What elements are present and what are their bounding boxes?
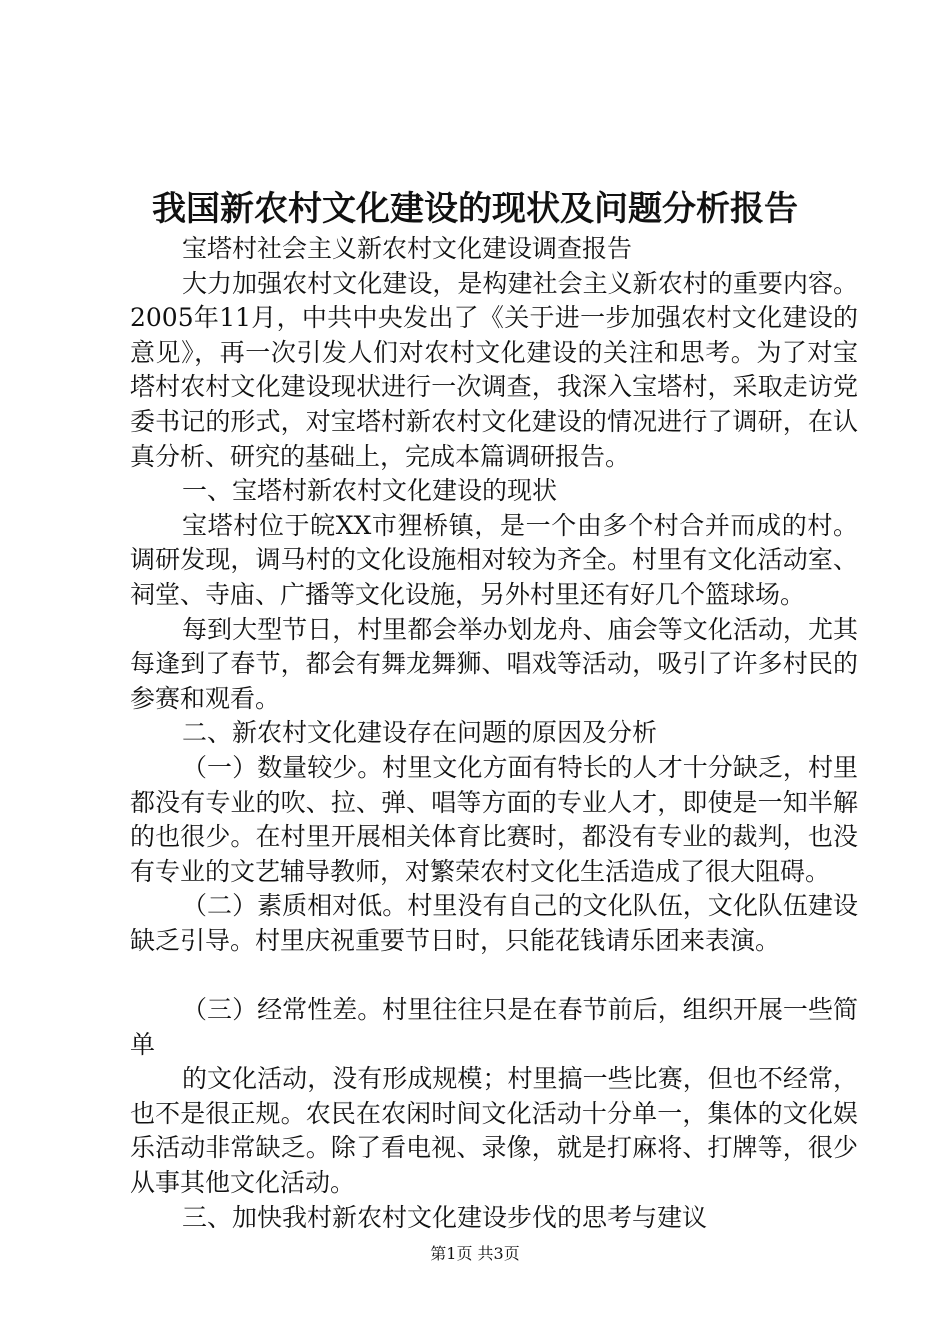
- page-number-footer: 第1页 共3页: [430, 1244, 520, 1263]
- blank-line: [130, 958, 858, 993]
- section-heading-3: 三、加快我村新农村文化建设步伐的思考与建议: [182, 1202, 708, 1232]
- document-title: 我国新农村文化建设的现状及问题分析报告: [152, 189, 798, 229]
- body-paragraph: （二）素质相对低。村里没有自己的文化队伍，文化队伍建设缺乏引导。村里庆祝重要节日时，只能花钱请乐团来表演。: [130, 891, 858, 955]
- body-paragraph: 宝塔村位于皖XX市狸桥镇，是一个由多个村合并而成的村。调研发现，调马村的文化设施相对较为齐全。村里有文化活动室、祠堂、寺庙、广播等文化设施，另外村里还有好几个篮球场。: [130, 510, 858, 609]
- intro-paragraph: 大力加强农村文化建设，是构建社会主义新农村的重要内容。2005年11月，中共中央发出了《关于进一步加强农村文化建设的意见》，再一次引发人们对农村文化建设的关注和思考。为了对宝塔村农村文化建设现状进行一次调查，我深入宝塔村，采取走访党委书记的形式，对宝塔村新农村文化建设的情况进行了调研，在认真分析、研究的基础上，完成本篇调研报告。: [130, 268, 858, 471]
- subtitle-paragraph: 宝塔村社会主义新农村文化建设调查报告: [182, 234, 633, 263]
- body-paragraph: （一）数量较少。村里文化方面有特长的人才十分缺乏，村里都没有专业的吹、拉、弹、唱等方面的专业人才，即使是一知半解的也很少。在村里开展相关体育比赛时，都没有专业的裁判，也没有专业的文艺辅导教师，对繁荣农村文化生活造成了很大阻碍。: [130, 752, 858, 886]
- section-heading-2: 二、新农村文化建设存在问题的原因及分析: [182, 718, 658, 748]
- body-paragraph: 每到大型节日，村里都会举办划龙舟、庙会等文化活动，尤其每逢到了春节，都会有舞龙舞狮、唱戏等活动，吸引了许多村民的参赛和观看。: [130, 614, 858, 713]
- body-paragraph: （三）经常性差。村里往往只是在春节前后，组织开展一些简单: [130, 995, 858, 1059]
- document-body: [130, 232, 858, 1235]
- section-heading-1: 一、宝塔村新农村文化建设的现状: [182, 476, 558, 506]
- body-paragraph: 的文化活动，没有形成规模；村里搞一些比赛，但也不经常，也不是很正规。农民在农闲时间文化活动十分单一，集体的文化娱乐活动非常缺乏。除了看电视、录像，就是打麻将、打牌等，很少从事其他文化活动。: [130, 1064, 858, 1198]
